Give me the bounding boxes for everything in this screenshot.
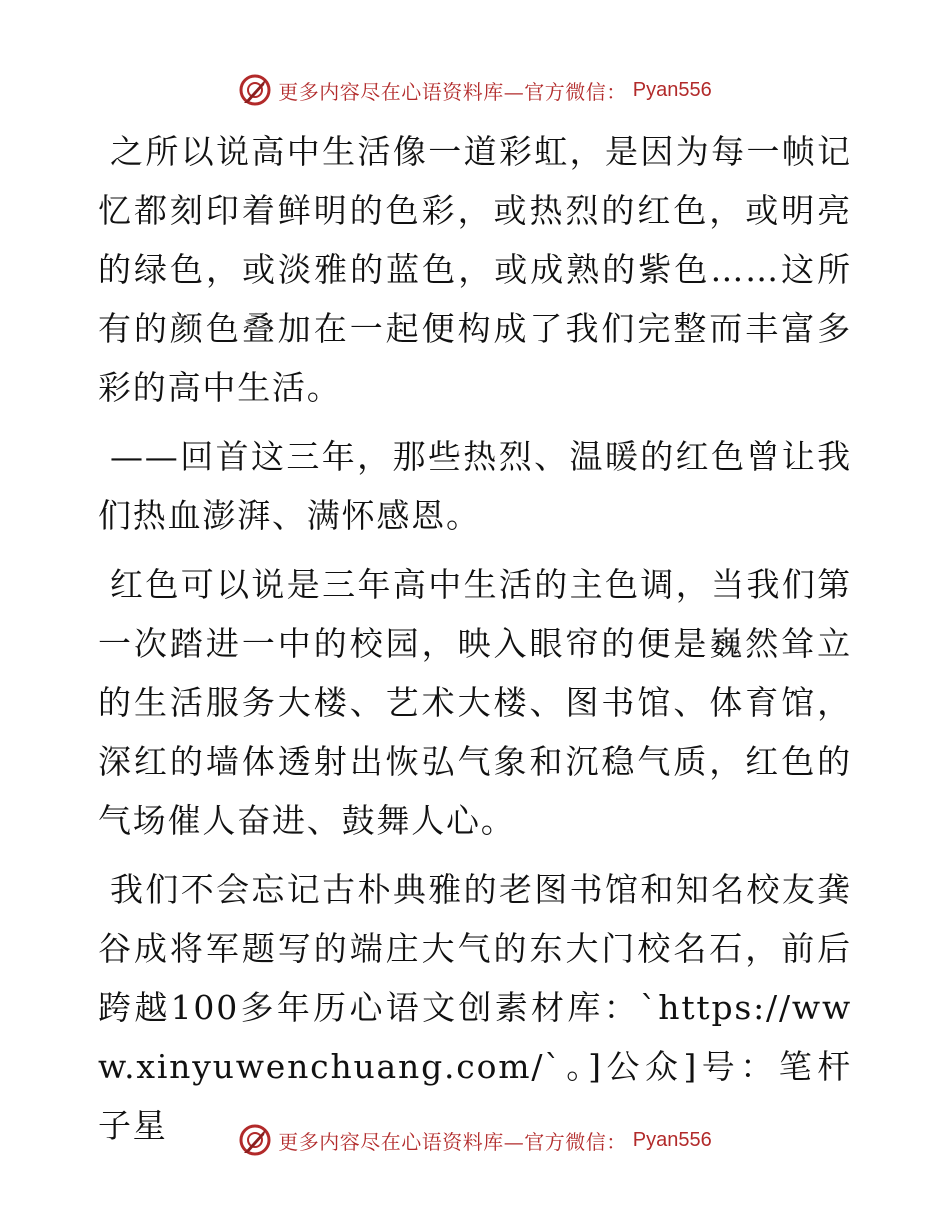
paragraph-text: 之所以说高中生活像一道彩虹，是因为每一帧记忆都刻印着鲜明的色彩，或热烈的红色，或明亮的绿色，或淡雅的蓝色，或成熟的紫色……这所有的颜色叠加在一起便构成了我们完整而丰富多彩的高中生活。 [98,132,852,407]
paragraph [98,555,852,850]
paragraph [98,860,852,1155]
footer-banner [0,1120,950,1160]
paragraph-text: 红色可以说是三年高中生活的主色调，当我们第一次踏进一中的校园，映入眼帘的便是巍然耸立的生活服务大楼、艺术大楼、图书馆、体育馆，深红的墙体透射出恢弘气象和沉稳气质，红色的气场催人奋进、鼓舞人心。 [98,565,852,840]
paragraph [98,427,852,545]
document-body [98,122,852,1165]
paragraph [98,122,852,417]
logo-icon [238,1123,272,1157]
paragraph-text: 我们不会忘记古朴典雅的老图书馆和知名校友龚谷成将军题写的端庄大气的东大门校名石，前后跨越100多年历心语文创素材库：`https://www.xinyuwenchuang.com/`。]公众]号：笔杆子星 [98,870,852,1145]
header-banner-text: 更多内容尽在心语资料库—官方微信： [278,79,627,104]
paragraph-text: ——回首这三年，那些热烈、温暖的红色曾让我们热血澎湃、满怀感恩。 [98,437,852,535]
header-wechat-id: Pyan556 [632,78,712,101]
footer-wechat-id: Pyan556 [632,1128,712,1151]
header-banner [0,70,950,110]
footer-banner-text: 更多内容尽在心语资料库—官方微信： [278,1129,627,1154]
logo-icon [238,73,272,107]
